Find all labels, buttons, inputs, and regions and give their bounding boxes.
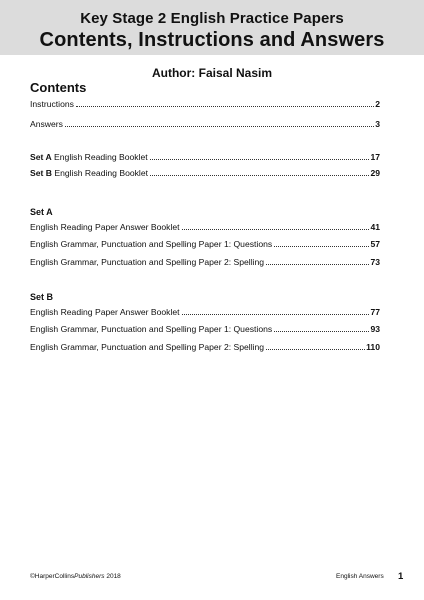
toc-entry-set-a-item[interactable] [30, 238, 380, 250]
leader-dots [65, 126, 374, 127]
leader-dots [182, 229, 370, 230]
toc-entry-instructions[interactable] [30, 98, 380, 110]
booklet-label: English Reading Booklet [54, 168, 148, 178]
leader-dots [274, 246, 369, 247]
toc-entry-page: 2 [375, 99, 380, 109]
toc-entry-set-b-reading-booklet[interactable] [30, 167, 380, 179]
set-b-heading: Set B [30, 292, 54, 302]
toc-entry-page: 77 [370, 307, 380, 317]
set-prefix: Set B [30, 168, 52, 178]
toc-entry-set-b-item[interactable] [30, 323, 380, 335]
toc-entry-set-a-item[interactable] [30, 221, 380, 233]
toc-entry-label: English Grammar, Punctuation and Spelling Paper 2: Spelling [30, 342, 265, 352]
toc-entry-page: 29 [370, 168, 380, 178]
leader-dots [182, 314, 370, 315]
leader-dots [150, 175, 369, 176]
toc-entry-page: 17 [370, 152, 380, 162]
toc-entry-answers[interactable] [30, 118, 380, 130]
author-line: Author: Faisal Nasim [151, 66, 273, 80]
leader-dots [266, 264, 369, 265]
contents-heading: Contents [30, 80, 87, 95]
page-number: 1 [398, 571, 404, 582]
leader-dots [274, 331, 369, 332]
toc-entry-set-b-item[interactable] [30, 306, 380, 318]
toc-entry-set-a-reading-booklet[interactable] [30, 151, 380, 163]
toc-entry-set-b-item[interactable] [30, 341, 380, 353]
toc-entry-label: English Reading Paper Answer Booklet [30, 307, 180, 317]
toc-entry-page: 57 [370, 239, 380, 249]
toc-entry-label: English Grammar, Punctuation and Spelling Paper 1: Questions [30, 324, 273, 334]
leader-dots [266, 349, 365, 350]
set-prefix: Set A [30, 152, 52, 162]
toc-entry-label [30, 167, 148, 179]
leader-dots [150, 159, 370, 160]
toc-entry-label: English Grammar, Punctuation and Spelling Paper 1: Questions [30, 239, 273, 249]
toc-entry-page: 93 [370, 324, 380, 334]
toc-entry-page: 41 [370, 222, 380, 232]
toc-entry-page: 3 [375, 119, 380, 129]
toc-entry-page: 73 [370, 257, 380, 267]
toc-entry-set-a-item[interactable] [30, 256, 380, 268]
toc-entry-label: English Reading Paper Answer Booklet [30, 222, 180, 232]
copyright-notice [30, 573, 121, 580]
toc-entry-page: 110 [366, 342, 380, 352]
copyright-italic: Publishers [74, 573, 105, 580]
booklet-label: English Reading Booklet [54, 152, 148, 162]
toc-entry-label: Instructions [30, 99, 74, 109]
toc-entry-label: English Grammar, Punctuation and Spelling Paper 2: Spelling [30, 257, 265, 267]
footer-section-label: English Answers [336, 573, 384, 580]
header-subtitle: Key Stage 2 English Practice Papers [80, 10, 344, 27]
copyright-prefix: ©HarperCollins [30, 573, 75, 580]
toc-entry-label [30, 151, 148, 163]
copyright-year: 2018 [104, 573, 121, 580]
header-band [0, 0, 424, 55]
leader-dots [76, 106, 374, 107]
set-a-heading: Set A [30, 207, 53, 217]
toc-entry-label: Answers [30, 119, 63, 129]
page-title: Contents, Instructions and Answers [39, 29, 385, 51]
